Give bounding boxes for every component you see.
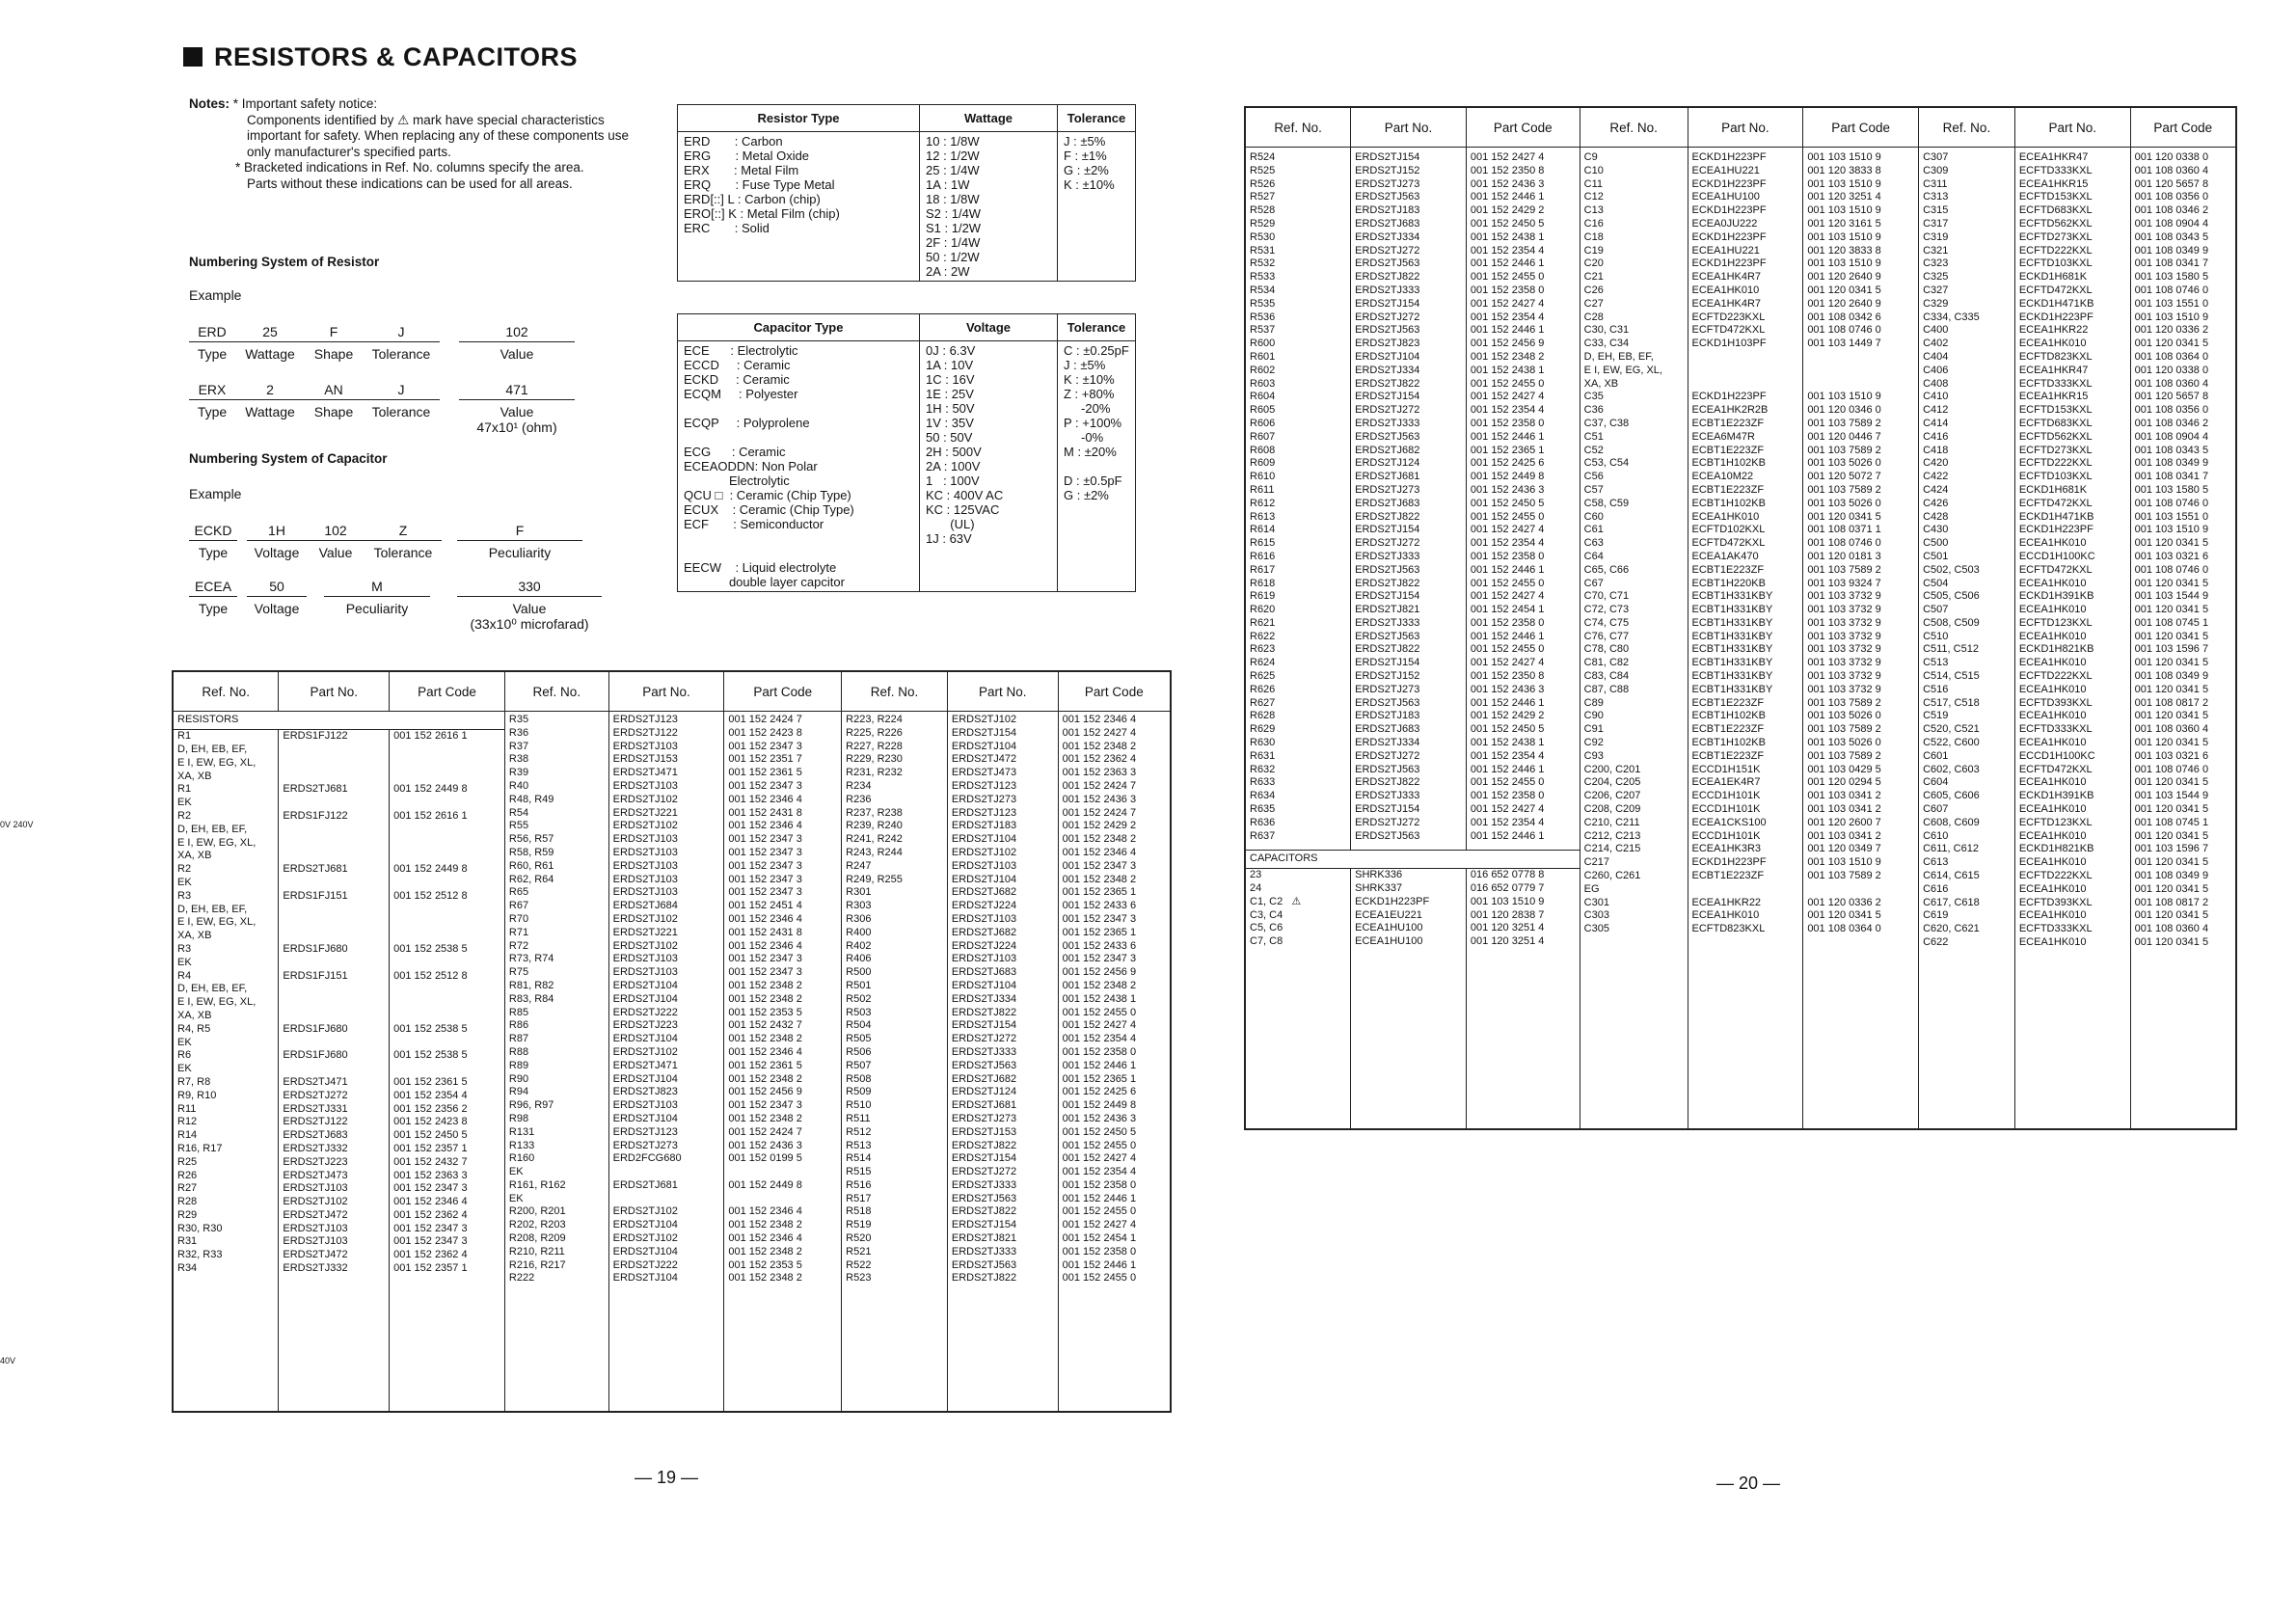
- part-column: SHRK336 SHRK337 ECKD1H223PF ECEA1EU221 ECEA1HU100 ECEA1HU100: [1355, 869, 1430, 948]
- code-column: 001 120 0338 0 001 108 0360 4 001 120 5657 8 001 108 0356 0 001 108 0346 2 001 108 0904 4 001 108 0343 5 001 108 0349 9 001 108 0341 7 001 103 1580 5 001 108 0746 0 001 103 1551 0 001 103 1510 9 001 120 0336 2 001 120 0341 5 001 108 0364 0 001 120 0338 0 001 108 0360 4 001 120 5657 8 001 108 0356 0 001 108 0346 2 001 108 0904 4 001 108 0343 5 001 108 0349 9 001 108 0341 7 001 103 1580 5 001 108 0746 0 001 103 1551 0 001 103 1510 9 001 120 0341 5 001 103 0321 6 001 108 0746 0 001 120 0341 5 001 103 1544 9 001 120 0341 5 001 108 0745 1 001 120 0341 5 001 103 1596 7 001 120 0341 5 001 108 0349 9 001 120 0341 5 001 108 0817 2 001 120 0341 5 001 108 0360 4 001 120 0341 5 001 103 0321 6 001 108 0746 0 001 120 0341 5 001 103 1544 9 001 120 0341 5 001 108 0745 1 001 120 0341 5 001 103 1596 7 001 120 0341 5 001 108 0349 9 001 120 0341 5 001 108 0817 2 001 120 0341 5 001 108 0360 4 001 120 0341 5: [2134, 151, 2209, 949]
- margin-note: 0V 240V: [0, 820, 34, 829]
- ref-column: R524 R525 R526 R527 R528 R529 R530 R531 R532 R533 R534 R535 R536 R537 R600 R601 R602 R603 R604 R605 R606 R607 R608 R609 R610 R611 R612 R613 R614 R615 R616 R617 R618 R619 R620 R621 R622 R623 R624 R625 R626 R627 R628 R629 R630 R631 R632 R633 R634 R635 R636 R637: [1250, 151, 1276, 842]
- col-ref-no: Ref. No.: [842, 671, 948, 712]
- col-ref-no: Ref. No.: [1245, 107, 1351, 148]
- capacitor-type-legend: Capacitor Type Voltage Tolerance ECE : Electrolytic ECCD : Ceramic ECKD : Ceramic ECQM : Polyester ECQP : Polyprolene ECG : Ceramic ECEAODDN: Non Polar Electrolytic QCU □ : Ceramic (Chip Type) ECUX : Ceramic (Chip Type) ECF : Semiconductor EECW : Liquid electrolyte double layer capcitor 0J : 6.3V 1A : 10V 1C : 16V 1E : 25V 1H : 50V 1V : 35V 50 : 50V 2H : 500V 2A : 100V 1 : 100V KC : 400V AC KC : 125VAC (UL) 1J : 63V C : ±0.25pF J : ±5% K : ±10% Z : +80% -20% P : +100% -0% M : ±20% D : ±0.5pF G : ±2%: [677, 313, 1136, 592]
- col-ref-no: Ref. No.: [1580, 107, 1688, 148]
- wattage-codes: 10 : 1/8W 12 : 1/2W 25 : 1/4W 1A : 1W 18 : 1/8W S2 : 1/4W S1 : 1/2W 2F : 1/4W 50 : 1/2W 2A : 2W: [926, 134, 982, 279]
- example-label: Example: [189, 486, 242, 501]
- section-label-capacitors: CAPACITORS: [1245, 851, 1580, 869]
- page-number-left: — 19 —: [635, 1468, 699, 1487]
- note-line: Parts without these indications can be used for all areas.: [247, 176, 573, 191]
- ref-column: C307 C309 C311 C313 C315 C317 C319 C321 C323 C325 C327 C329 C334, C335 C400 C402 C404 C406 C408 C410 C412 C414 C416 C418 C420 C422 C424 C426 C428 C430 C500 C501 C502, C503 C504 C505, C506 C507 C508, C509 C510 C511, C512 C513 C514, C515 C516 C517, C518 C519 C520, C521 C522, C600 C601 C602, C603 C604 C605, C606 C607 C608, C609 C610 C611, C612 C613 C614, C615 C616 C617, C618 C619 C620, C621 C622: [1923, 151, 1980, 949]
- col-part-code: Part Code: [1058, 671, 1171, 712]
- resistor-types: ERD : Carbon ERG : Metal Oxide ERX : Metal Film ERQ : Fuse Type Metal ERD[::] L : Carbon (chip) ERO[::] K : Metal Film (chip) ERC : Solid: [684, 134, 840, 235]
- note-line: * Important safety notice:: [232, 96, 378, 111]
- tolerance-codes: J : ±5% F : ±1% G : ±2% K : ±10%: [1064, 134, 1115, 192]
- col-ref-no: Ref. No.: [1919, 107, 2015, 148]
- voltage-codes: 0J : 6.3V 1A : 10V 1C : 16V 1E : 25V 1H : 50V 1V : 35V 50 : 50V 2H : 500V 2A : 100V 1 : 100V KC : 400V AC KC : 125VAC (UL) 1J : 63V: [926, 343, 1004, 546]
- part-column: ERDS2TJ123 ERDS2TJ122 ERDS2TJ103 ERDS2TJ153 ERDS2TJ471 ERDS2TJ103 ERDS2TJ102 ERDS2TJ221 ERDS2TJ102 ERDS2TJ103 ERDS2TJ103 ERDS2TJ103 ERDS2TJ103 ERDS2TJ103 ERDS2TJ684 ERDS2TJ102 ERDS2TJ221 ERDS2TJ102 ERDS2TJ103 ERDS2TJ103 ERDS2TJ104 ERDS2TJ104 ERDS2TJ222 ERDS2TJ223 ERDS2TJ104 ERDS2TJ102 ERDS2TJ471 ERDS2TJ104 ERDS2TJ823 ERDS2TJ103 ERDS2TJ104 ERDS2TJ123 ERDS2TJ273 ERD2FCG680 ERDS2TJ681 ERDS2TJ102 ERDS2TJ104 ERDS2TJ102 ERDS2TJ104 ERDS2TJ222 ERDS2TJ104: [612, 714, 682, 1285]
- resistor-type-legend: Resistor Type Wattage Tolerance ERD : Carbon ERG : Metal Oxide ERX : Metal Film ERQ : Fuse Type Metal ERD[::] L : Carbon (chip) ERO[::] K : Metal Film (chip) ERC : Solid 10 : 1/8W 12 : 1/2W 25 : 1/4W 1A : 1W 18 : 1/8W S2 : 1/4W S1 : 1/2W 2F : 1/4W 50 : 1/2W 2A : 2W J : ±5% F : ±1% G : ±2% K : ±10%: [677, 104, 1136, 282]
- square-bullet-icon: [183, 47, 203, 67]
- part-column: ECKD1H223PF ECEA1HU221 ECKD1H223PF ECEA1HU100 ECKD1H223PF ECEA0JU222 ECKD1H223PF ECEA1HU221 ECKD1H223PF ECEA1HK4R7 ECEA1HK010 ECEA1HK4R7 ECFTD223KXL ECFTD472KXL ECKD1H103PF ECKD1H223PF ECEA1HK2R2B ECBT1E223ZF ECEA6M47R ECBT1E223ZF ECBT1H102KB ECEA10M22 ECBT1E223ZF ECBT1H102KB ECEA1HK010 ECFTD102KXL ECFTD472KXL ECEA1AK470 ECBT1E223ZF ECBT1H220KB ECBT1H331KBY ECBT1H331KBY ECBT1H331KBY ECBT1H331KBY ECBT1H331KBY ECBT1H331KBY ECBT1H331KBY ECBT1H331KBY ECBT1E223ZF ECBT1H102KB ECBT1E223ZF ECBT1H102KB ECBT1E223ZF ECCD1H151K ECEA1EK4R7 ECCD1H101K ECCD1H101K ECEA1CKS100 ECCD1H101K ECEA1HK3R3 ECKD1H223PF ECBT1E223ZF ECEA1HKR22 ECEA1HK010 ECFTD823KXL: [1691, 151, 1773, 935]
- tolerance-codes: C : ±0.25pF J : ±5% K : ±10% Z : +80% -20% P : +100% -0% M : ±20% D : ±0.5pF G : ±2%: [1064, 343, 1129, 502]
- capacitor-types: ECE : Electrolytic ECCD : Ceramic ECKD : Ceramic ECQM : Polyester ECQP : Polyprolene ECG : Ceramic ECEAODDN: Non Polar Electrolytic QCU □ : Ceramic (Chip Type) ECUX : Ceramic (Chip Type) ECF : Semiconductor EECW : Liquid electrolyte double layer capcitor: [684, 343, 854, 589]
- code-column: 001 152 2424 7 001 152 2423 8 001 152 2347 3 001 152 2351 7 001 152 2361 5 001 152 2347 3 001 152 2346 4 001 152 2431 8 001 152 2346 4 001 152 2347 3 001 152 2347 3 001 152 2347 3 001 152 2347 3 001 152 2347 3 001 152 2451 4 001 152 2346 4 001 152 2431 8 001 152 2346 4 001 152 2347 3 001 152 2347 3 001 152 2348 2 001 152 2348 2 001 152 2353 5 001 152 2432 7 001 152 2348 2 001 152 2346 4 001 152 2361 5 001 152 2348 2 001 152 2456 9 001 152 2347 3 001 152 2348 2 001 152 2424 7 001 152 2436 3 001 152 0199 5 001 152 2449 8 001 152 2346 4 001 152 2348 2 001 152 2346 4 001 152 2348 2 001 152 2353 5 001 152 2348 2: [728, 714, 802, 1285]
- code-column: 001 152 2346 4 001 152 2427 4 001 152 2348 2 001 152 2362 4 001 152 2363 3 001 152 2424 7 001 152 2436 3 001 152 2424 7 001 152 2429 2 001 152 2348 2 001 152 2346 4 001 152 2347 3 001 152 2348 2 001 152 2365 1 001 152 2433 6 001 152 2347 3 001 152 2365 1 001 152 2433 6 001 152 2347 3 001 152 2456 9 001 152 2348 2 001 152 2438 1 001 152 2455 0 001 152 2427 4 001 152 2354 4 001 152 2358 0 001 152 2446 1 001 152 2365 1 001 152 2425 6 001 152 2449 8 001 152 2436 3 001 152 2450 5 001 152 2455 0 001 152 2427 4 001 152 2354 4 001 152 2358 0 001 152 2446 1 001 152 2455 0 001 152 2427 4 001 152 2454 1 001 152 2358 0 001 152 2446 1 001 152 2455 0: [1062, 714, 1137, 1285]
- margin-note: 40V: [0, 1356, 16, 1366]
- ref-column: R35 R36 R37 R38 R39 R40 R48, R49 R54 R55 R56, R57 R58, R59 R60, R61 R62, R64 R65 R67 R70 R71 R72 R73, R74 R75 R81, R82 R83, R84 R85 R86 R87 R88 R89 R90 R94 R96, R97 R98 R131 R133 R160 EK R161, R162 EK R200, R201 R202, R203 R208, R209 R210, R211 R216, R217 R222: [508, 714, 566, 1285]
- parts-table-left: [172, 670, 1172, 1413]
- ref-column: R223, R224 R225, R226 R227, R228 R229, R230 R231, R232 R234 R236 R237, R238 R239, R240 R241, R242 R243, R244 R247 R249, R255 R301 R303 R306 R400 R402 R406 R500 R501 R502 R503 R504 R505 R506 R507 R508 R509 R510 R511 R512 R513 R514 R515 R516 R517 R518 R519 R520 R521 R522 R523: [846, 714, 903, 1285]
- safety-notes: [189, 96, 633, 192]
- part-column: ERDS2TJ154 ERDS2TJ152 ERDS2TJ273 ERDS2TJ563 ERDS2TJ183 ERDS2TJ683 ERDS2TJ334 ERDS2TJ272 ERDS2TJ563 ERDS2TJ822 ERDS2TJ333 ERDS2TJ154 ERDS2TJ272 ERDS2TJ563 ERDS2TJ823 ERDS2TJ104 ERDS2TJ334 ERDS2TJ822 ERDS2TJ154 ERDS2TJ272 ERDS2TJ333 ERDS2TJ563 ERDS2TJ682 ERDS2TJ124 ERDS2TJ681 ERDS2TJ273 ERDS2TJ683 ERDS2TJ822 ERDS2TJ154 ERDS2TJ272 ERDS2TJ333 ERDS2TJ563 ERDS2TJ822 ERDS2TJ154 ERDS2TJ821 ERDS2TJ333 ERDS2TJ563 ERDS2TJ822 ERDS2TJ154 ERDS2TJ152 ERDS2TJ273 ERDS2TJ563 ERDS2TJ183 ERDS2TJ683 ERDS2TJ334 ERDS2TJ272 ERDS2TJ563 ERDS2TJ822 ERDS2TJ333 ERDS2TJ154 ERDS2TJ272 ERDS2TJ563: [1355, 151, 1420, 842]
- ref-column: C9 C10 C11 C12 C13 C16 C18 C19 C20 C21 C26 C27 C28 C30, C31 C33, C34 D, EH, EB, EF, E I, EW, EG, XL, XA, XB C35 C36 C37, C38 C51 C52 C53, C54 C56 C57 C58, C59 C60 C61 C63 C64 C65, C66 C67 C70, C71 C72, C73 C74, C75 C76, C77 C78, C80 C81, C82 C83, C84 C87, C88 C89 C90 C91 C92 C93 C200, C201 C204, C205 C206, C207 C208, C209 C210, C211 C212, C213 C214, C215 C217 C260, C261 EG C301 C303 C305: [1583, 151, 1662, 935]
- ref-column: R1 D, EH, EB, EF, E I, EW, EG, XL, XA, XB R1 EK R2 D, EH, EB, EF, E I, EW, EG, XL, XA, XB R2 EK R3 D, EH, EB, EF, E I, EW, EG, XL, XA, XB R3 EK R4 D, EH, EB, EF, E I, EW, EG, XL, XA, XB R4, R5 EK R6 EK R7, R8 R9, R10 R11 R12 R14 R16, R17 R25 R26 R27 R28 R29 R30, R30 R31 R32, R33 R34: [177, 730, 257, 1275]
- col-part-code: Part Code: [1466, 107, 1580, 148]
- col-ref-no: Ref. No.: [173, 671, 279, 712]
- col-ref-no: Ref. No.: [504, 671, 608, 712]
- code-column: 001 103 1510 9 001 120 3833 8 001 103 1510 9 001 120 3251 4 001 103 1510 9 001 120 3161 5 001 103 1510 9 001 120 3833 8 001 103 1510 9 001 120 2640 9 001 120 0341 5 001 120 2640 9 001 108 0342 6 001 108 0746 0 001 103 1449 7 001 103 1510 9 001 120 0346 0 001 103 7589 2 001 120 0446 7 001 103 7589 2 001 103 5026 0 001 120 5072 7 001 103 7589 2 001 103 5026 0 001 120 0341 5 001 108 0371 1 001 108 0746 0 001 120 0181 3 001 103 7589 2 001 103 9324 7 001 103 3732 9 001 103 3732 9 001 103 3732 9 001 103 3732 9 001 103 3732 9 001 103 3732 9 001 103 3732 9 001 103 3732 9 001 103 7589 2 001 103 5026 0 001 103 7589 2 001 103 5026 0 001 103 7589 2 001 103 0429 5 001 120 0294 5 001 103 0341 2 001 103 0341 2 001 120 2600 7 001 103 0341 2 001 120 0349 7 001 103 1510 9 001 103 7589 2 001 120 0336 2 001 120 0341 5 001 108 0364 0: [1807, 151, 1881, 935]
- section-label-resistors: RESISTORS: [173, 712, 504, 730]
- col-part-no: Part No.: [2014, 107, 2130, 148]
- code-column: 001 152 2616 1 001 152 2449 8 001 152 2616 1 001 152 2449 8 001 152 2512 8 001 152 2538 5 001 152 2512 8 001 152 2538 5 001 152 2538 5 001 152 2361 5 001 152 2354 4 001 152 2356 2 001 152 2423 8 001 152 2450 5 001 152 2357 1 001 152 2432 7 001 152 2363 3 001 152 2347 3 001 152 2346 4 001 152 2362 4 001 152 2347 3 001 152 2347 3 001 152 2362 4 001 152 2357 1: [393, 730, 468, 1275]
- col-part-no: Part No.: [1351, 107, 1467, 148]
- col-part-code: Part Code: [1803, 107, 1919, 148]
- part-column: ERDS1FJ122 ERDS2TJ681 ERDS1FJ122 ERDS2TJ681 ERDS1FJ151 ERDS1FJ680 ERDS1FJ151 ERDS1FJ680 ERDS1FJ680 ERDS2TJ471 ERDS2TJ272 ERDS2TJ331 ERDS2TJ122 ERDS2TJ683 ERDS2TJ332 ERDS2TJ223 ERDS2TJ473 ERDS2TJ103 ERDS2TJ102 ERDS2TJ472 ERDS2TJ103 ERDS2TJ103 ERDS2TJ472 ERDS2TJ332: [283, 730, 348, 1275]
- ref-column: 23 24 C1, C2 ⚠ C3, C4 C5, C6 C7, C8: [1250, 869, 1302, 948]
- capacitor-numbering-heading: Numbering System of Capacitor: [189, 451, 388, 466]
- col-part-no: Part No.: [279, 671, 390, 712]
- note-line: * Bracketed indications in Ref. No. columns specify the area.: [235, 160, 584, 175]
- code-column: 001 152 2427 4 001 152 2350 8 001 152 2436 3 001 152 2446 1 001 152 2429 2 001 152 2450 5 001 152 2438 1 001 152 2354 4 001 152 2446 1 001 152 2455 0 001 152 2358 0 001 152 2427 4 001 152 2354 4 001 152 2446 1 001 152 2456 9 001 152 2348 2 001 152 2438 1 001 152 2455 0 001 152 2427 4 001 152 2354 4 001 152 2358 0 001 152 2446 1 001 152 2365 1 001 152 2425 6 001 152 2449 8 001 152 2436 3 001 152 2450 5 001 152 2455 0 001 152 2427 4 001 152 2354 4 001 152 2358 0 001 152 2446 1 001 152 2455 0 001 152 2427 4 001 152 2454 1 001 152 2358 0 001 152 2446 1 001 152 2455 0 001 152 2427 4 001 152 2350 8 001 152 2436 3 001 152 2446 1 001 152 2429 2 001 152 2450 5 001 152 2438 1 001 152 2354 4 001 152 2446 1 001 152 2455 0 001 152 2358 0 001 152 2427 4 001 152 2354 4 001 152 2446 1: [1470, 151, 1545, 842]
- parts-table-right: [1244, 106, 2237, 1130]
- example-label: Example: [189, 287, 242, 303]
- part-column: ECEA1HKR47 ECFTD333KXL ECEA1HKR15 ECFTD153KXL ECFTD683KXL ECFTD562KXL ECFTD273KXL ECFTD222KXL ECFTD103KXL ECKD1H681K ECFTD472KXL ECKD1H471KB ECKD1H223PF ECEA1HKR22 ECEA1HK010 ECFTD823KXL ECEA1HKR47 ECFTD333KXL ECEA1HKR15 ECFTD153KXL ECFTD683KXL ECFTD562KXL ECFTD273KXL ECFTD222KXL ECFTD103KXL ECKD1H681K ECFTD472KXL ECKD1H471KB ECKD1H223PF ECEA1HK010 ECCD1H100KC ECFTD472KXL ECEA1HK010 ECKD1H391KB ECEA1HK010 ECFTD123KXL ECEA1HK010 ECKD1H821KB ECEA1HK010 ECFTD222KXL ECEA1HK010 ECFTD393KXL ECEA1HK010 ECFTD333KXL ECEA1HK010 ECCD1H100KC ECFTD472KXL ECEA1HK010 ECKD1H391KB ECEA1HK010 ECFTD123KXL ECEA1HK010 ECKD1H821KB ECEA1HK010 ECFTD222KXL ECEA1HK010 ECFTD393KXL ECEA1HK010 ECFTD333KXL ECEA1HK010: [2018, 151, 2095, 949]
- col-part-no: Part No.: [947, 671, 1058, 712]
- notes-label: Notes:: [189, 96, 230, 111]
- col-part-code: Part Code: [390, 671, 505, 712]
- col-part-code: Part Code: [724, 671, 842, 712]
- page-title: RESISTORS & CAPACITORS: [183, 42, 578, 72]
- page-number-right: — 20 —: [1716, 1474, 1781, 1493]
- col-part-code: Part Code: [2130, 107, 2236, 148]
- note-line: Components identified by ⚠ mark have special characteristics important for safety. When replacing any of these components use only manufacturer's specified parts.: [247, 112, 629, 159]
- code-column: 016 652 0778 8 016 652 0779 7 001 103 1510 9 001 120 2838 7 001 120 3251 4 001 120 3251 4: [1470, 869, 1545, 948]
- col-part-no: Part No.: [608, 671, 724, 712]
- resistor-numbering-heading: Numbering System of Resistor: [189, 255, 380, 269]
- part-column: ERDS2TJ102 ERDS2TJ154 ERDS2TJ104 ERDS2TJ472 ERDS2TJ473 ERDS2TJ123 ERDS2TJ273 ERDS2TJ123 ERDS2TJ183 ERDS2TJ104 ERDS2TJ102 ERDS2TJ103 ERDS2TJ104 ERDS2TJ682 ERDS2TJ224 ERDS2TJ103 ERDS2TJ682 ERDS2TJ224 ERDS2TJ103 ERDS2TJ683 ERDS2TJ104 ERDS2TJ334 ERDS2TJ822 ERDS2TJ154 ERDS2TJ272 ERDS2TJ333 ERDS2TJ563 ERDS2TJ682 ERDS2TJ124 ERDS2TJ681 ERDS2TJ273 ERDS2TJ153 ERDS2TJ822 ERDS2TJ154 ERDS2TJ272 ERDS2TJ333 ERDS2TJ563 ERDS2TJ822 ERDS2TJ154 ERDS2TJ821 ERDS2TJ333 ERDS2TJ563 ERDS2TJ822: [951, 714, 1017, 1285]
- col-part-no: Part No.: [1688, 107, 1803, 148]
